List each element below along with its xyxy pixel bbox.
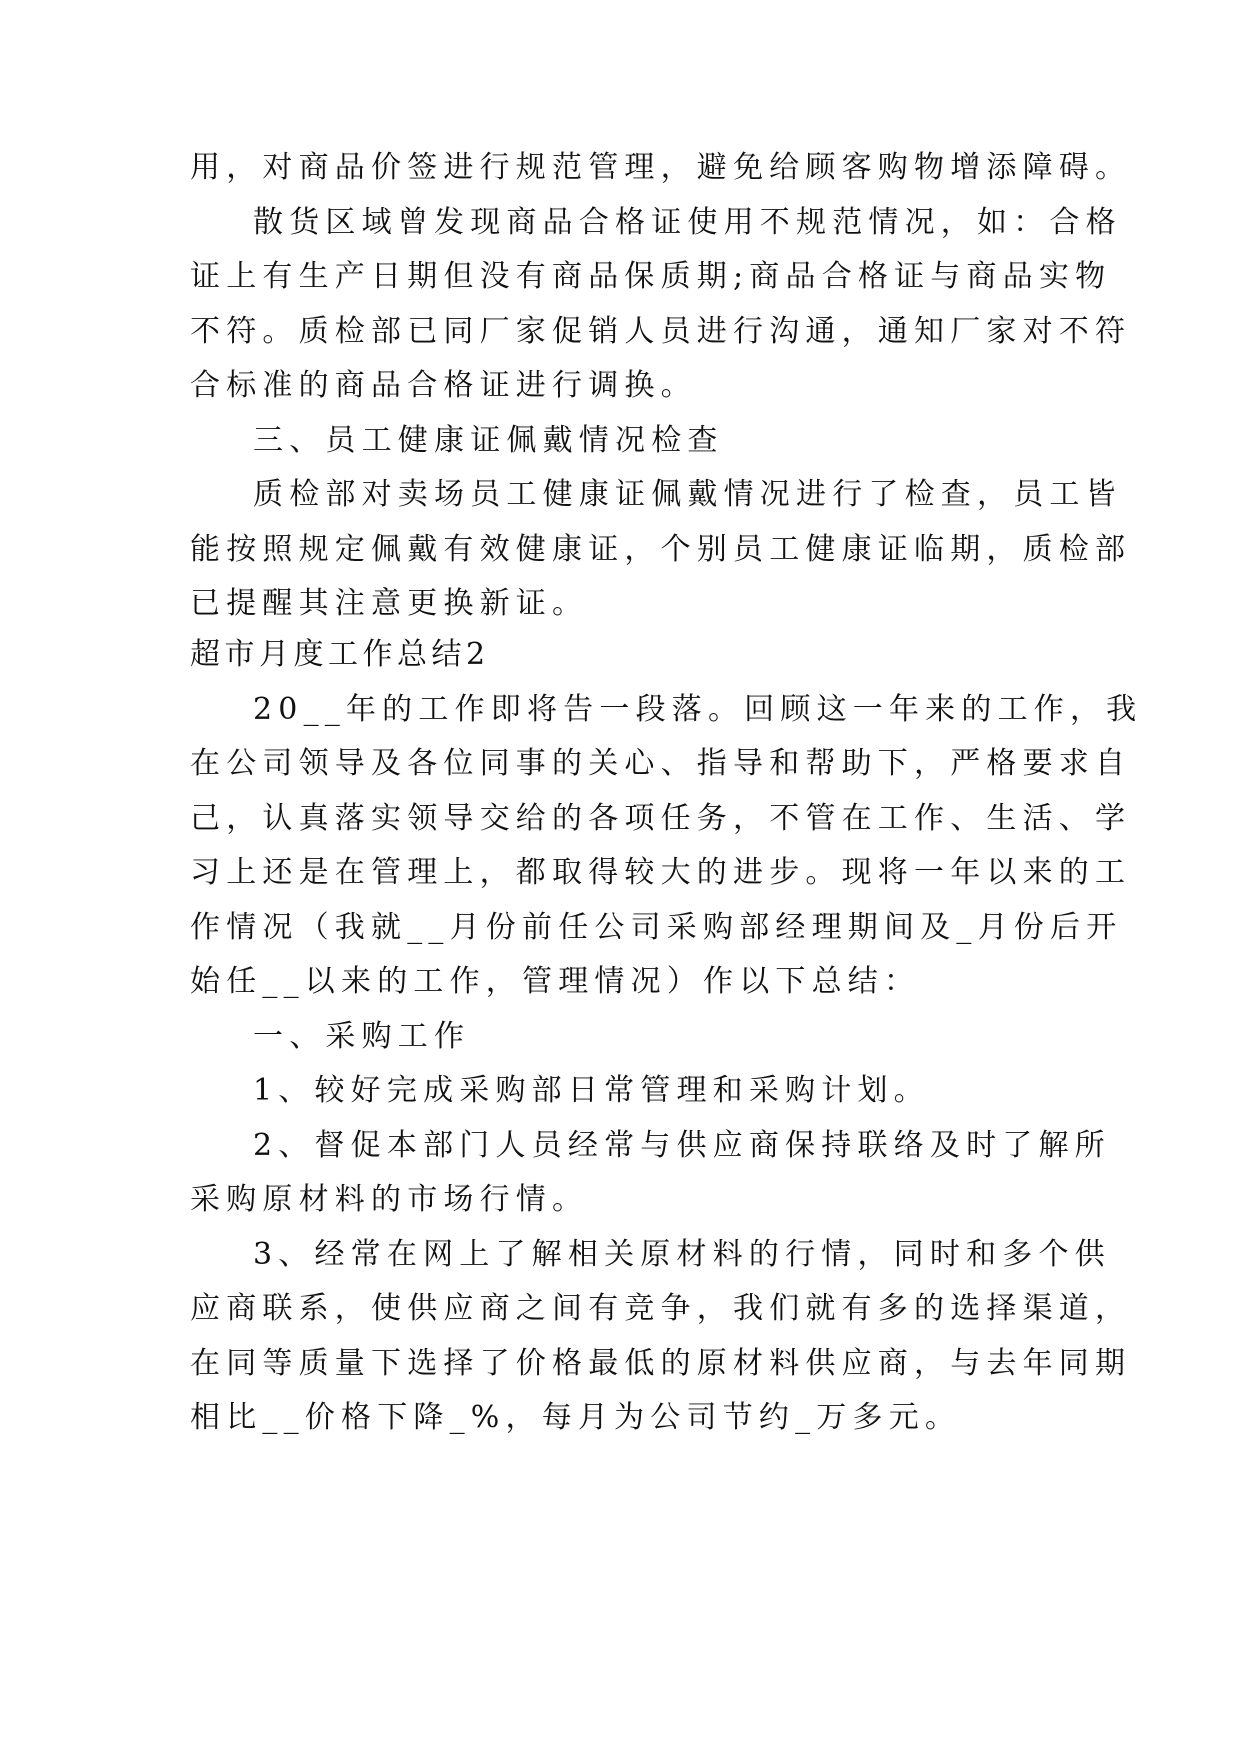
- text-line: 20__年的工作即将告一段落。回顾这一年来的工作，我: [253, 692, 1143, 727]
- text-line: 始任__以来的工作，管理情况）作以下总结：: [190, 964, 921, 999]
- text-line: 己，认真落实领导交给的各项任务，不管在工作、生活、学: [190, 801, 1132, 836]
- text-line: 已提醒其注意更换新证。: [190, 586, 589, 621]
- text-line: 合标准的商品合格证进行调换。: [190, 368, 697, 403]
- list-item: 2、督促本部门人员经常与供应商保持联络及时了解所: [253, 1128, 1111, 1163]
- text-line: 能按照规定佩戴有效健康证，个别员工健康证临期，质检部: [190, 532, 1132, 567]
- text-line: 用，对商品价签进行规范管理，避免给顾客购物增添障碍。: [190, 150, 1132, 185]
- text-line: 作情况（我就__月份前任公司采购部经理期间及_月份后开: [190, 910, 1123, 945]
- text-line: 应商联系，使供应商之间有竞争，我们就有多的选择渠道，: [190, 1291, 1132, 1326]
- text-line: 质检部对卖场员工健康证佩戴情况进行了检查，员工皆: [253, 477, 1122, 512]
- text-line: 采购原材料的市场行情。: [190, 1182, 589, 1217]
- section-heading: 三、员工健康证佩戴情况检查: [253, 423, 724, 458]
- section-heading: 一、采购工作: [253, 1019, 471, 1054]
- text-line: 在公司领导及各位同事的关心、指导和帮助下，严格要求自: [190, 746, 1132, 781]
- text-line: 在同等质量下选择了价格最低的原材料供应商，与去年同期: [190, 1346, 1132, 1381]
- text-line: 相比__价格下降_%，每月为公司节约_万多元。: [190, 1400, 962, 1435]
- list-item: 1、较好完成采购部日常管理和采购计划。: [253, 1073, 930, 1108]
- list-item: 3、经常在网上了解相关原材料的行情，同时和多个供: [253, 1237, 1111, 1272]
- text-line: 散货区域曾发现商品合格证使用不规范情况，如：合格: [253, 205, 1122, 240]
- document-title: 超市月度工作总结2: [190, 637, 490, 672]
- text-line: 证上有生产日期但没有商品保质期;商品合格证与商品实物: [190, 259, 1112, 294]
- text-line: 不符。质检部已同厂家促销人员进行沟通，通知厂家对不符: [190, 314, 1132, 349]
- text-line: 习上还是在管理上，都取得较大的进步。现将一年以来的工: [190, 855, 1132, 890]
